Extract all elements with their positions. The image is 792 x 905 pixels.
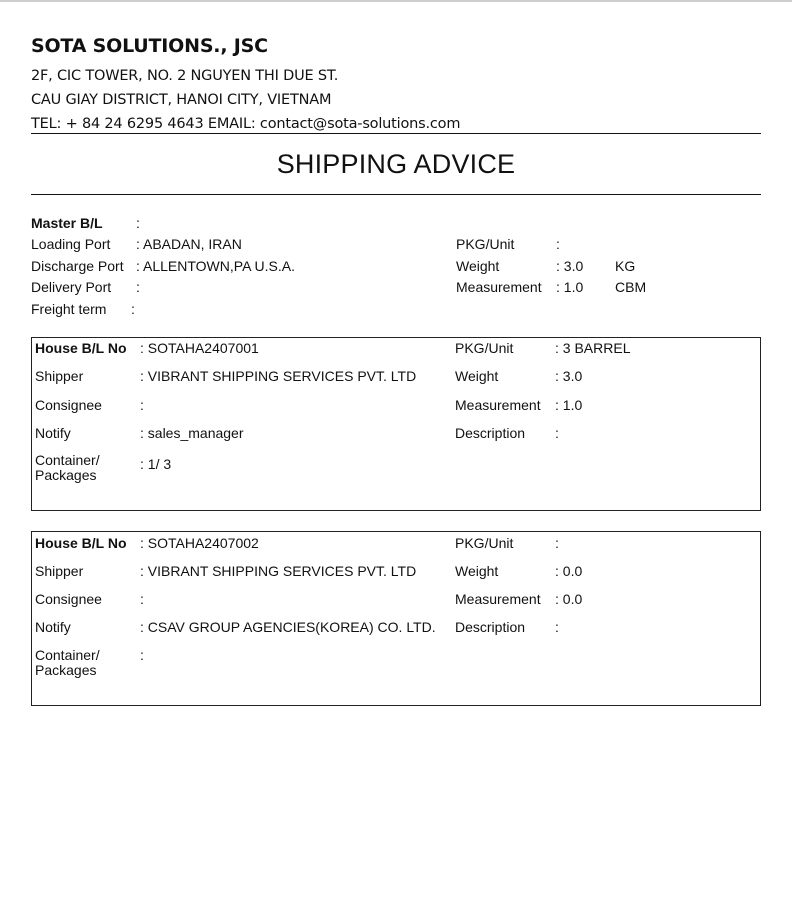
- shipper-label: Shipper: [35, 368, 84, 384]
- consignee-value: :: [140, 591, 144, 607]
- container-label-line-1: Container/: [35, 647, 100, 663]
- discharge-port-label: Discharge Port: [31, 258, 124, 274]
- document-title: SHIPPING ADVICE: [276, 149, 516, 179]
- notify-label: Notify: [35, 619, 71, 635]
- master-bl-label: Master B/L: [31, 215, 103, 231]
- description-value: :: [555, 619, 559, 635]
- master-weight-value: : 3.0: [556, 258, 584, 274]
- description-value: :: [555, 425, 559, 441]
- container-label-line-2: Packages: [35, 467, 97, 483]
- pkg-unit-label: PKG/Unit: [455, 340, 514, 356]
- delivery-port-value: :: [136, 279, 140, 295]
- consignee-label: Consignee: [35, 591, 102, 607]
- loading-port-label: Loading Port: [31, 236, 111, 252]
- company-address-line-2: CAU GIAY DISTRICT, HANOI CITY, VIETNAM: [31, 92, 332, 108]
- delivery-port-label: Delivery Port: [31, 279, 112, 295]
- company-address-line-1: 2F, CIC TOWER, NO. 2 NGUYEN THI DUE ST.: [31, 68, 339, 84]
- master-bl-value: :: [136, 215, 140, 231]
- container-packages-label: [35, 453, 100, 483]
- master-measurement-value: : 1.0: [556, 279, 584, 295]
- measurement-label: Measurement: [455, 591, 541, 607]
- page-top-border: [0, 0, 792, 2]
- header-divider-top: [31, 133, 761, 134]
- notify-value: : sales_manager: [140, 425, 244, 441]
- company-name: SOTA SOLUTIONS., JSC: [31, 35, 268, 57]
- container-packages-label: [35, 648, 100, 678]
- company-header: [31, 34, 771, 136]
- master-measurement-unit: CBM: [615, 279, 647, 295]
- container-label-line-2: Packages: [35, 662, 97, 678]
- weight-label: Weight: [455, 368, 499, 384]
- pkg-unit-value: : 3 BARREL: [555, 340, 631, 356]
- house-bl-value: : SOTAHA2407001: [140, 340, 259, 356]
- house-bl-value: : SOTAHA2407002: [140, 535, 259, 551]
- pkg-unit-value: :: [555, 535, 559, 551]
- freight-term-label: Freight term: [31, 301, 107, 317]
- notify-label: Notify: [35, 425, 71, 441]
- master-pkg-unit-label: PKG/Unit: [456, 236, 515, 252]
- loading-port-value: : ABADAN, IRAN: [136, 236, 242, 252]
- description-label: Description: [455, 619, 526, 635]
- container-label-line-1: Container/: [35, 452, 100, 468]
- master-measurement-label: Measurement: [456, 279, 542, 295]
- measurement-value: : 1.0: [555, 397, 583, 413]
- house-bl-label: House B/L No: [35, 340, 127, 356]
- shipper-value: : VIBRANT SHIPPING SERVICES PVT. LTD: [140, 563, 417, 579]
- house-bl-box-2: [31, 531, 761, 706]
- master-pkg-unit-value: :: [556, 236, 560, 252]
- shipper-label: Shipper: [35, 563, 84, 579]
- house-bl-label: House B/L No: [35, 535, 127, 551]
- weight-value: : 0.0: [555, 563, 583, 579]
- consignee-label: Consignee: [35, 397, 102, 413]
- master-weight-label: Weight: [456, 258, 500, 274]
- pkg-unit-label: PKG/Unit: [455, 535, 514, 551]
- master-section: [31, 213, 761, 323]
- header-divider-bottom: [31, 194, 761, 195]
- discharge-port-value: : ALLENTOWN,PA U.S.A.: [136, 258, 295, 274]
- master-weight-unit: KG: [615, 258, 636, 274]
- notify-value: : CSAV GROUP AGENCIES(KOREA) CO. LTD.: [140, 619, 436, 635]
- measurement-label: Measurement: [455, 397, 541, 413]
- weight-label: Weight: [455, 563, 499, 579]
- container-packages-value: : 1/ 3: [140, 456, 172, 472]
- weight-value: : 3.0: [555, 368, 583, 384]
- house-bl-box-1: [31, 337, 761, 511]
- description-label: Description: [455, 425, 526, 441]
- container-packages-value: :: [140, 647, 144, 663]
- company-contact: TEL: + 84 24 6295 4643 EMAIL: contact@sota-solutions.com: [31, 116, 461, 132]
- measurement-value: : 0.0: [555, 591, 583, 607]
- shipper-value: : VIBRANT SHIPPING SERVICES PVT. LTD: [140, 368, 417, 384]
- consignee-value: :: [140, 397, 144, 413]
- freight-term-value: :: [131, 301, 135, 317]
